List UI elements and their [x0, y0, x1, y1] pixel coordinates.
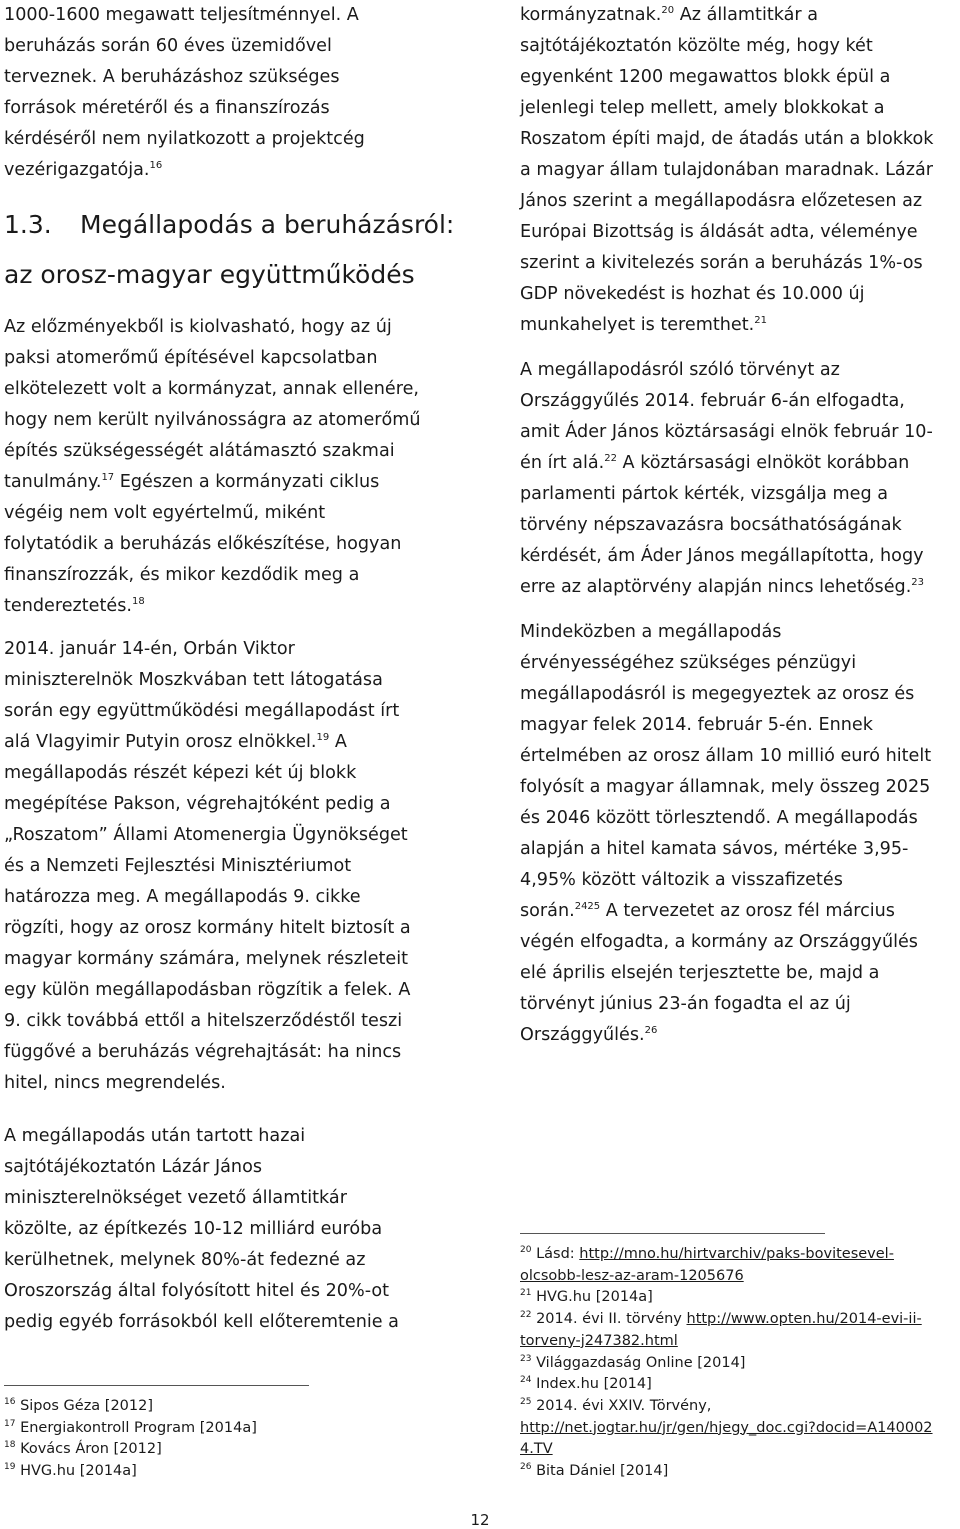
footnote-22-link[interactable]: http://www.opten.hu/2014-evi-ii-: [686, 1311, 922, 1328]
footnotes-right: [520, 1244, 960, 1483]
spacer: [4, 622, 456, 634]
footnote-25: $^{25}$ 2014. évi XXIV. Törvény, http://net.jogtar.hu/jr/gen/hjegy_doc.cgi?docid=A140002 4.TV: [520, 1397, 933, 1458]
footnote-ref-16[interactable]: 16: [149, 160, 163, 172]
intro-paragraph: 1000-1600 megawatt teljesítménnyel. A beruházás során 60 éves üzemidővel terveznek. A beruházáshoz szükséges források méretéről és a finanszírozás kérdéséről nem nyilatkozott a projektcég vezérigazgatója.$^{16}$: [4, 5, 365, 180]
footnote-22: $^{22}$ 2014. évi II. törvény http://www.opten.hu/2014-evi-ii- torveny-j247382.html: [520, 1310, 922, 1349]
footnote-ref-26[interactable]: 26: [644, 1025, 658, 1037]
footnote-ref-22[interactable]: 22: [604, 453, 617, 465]
footnote-ref-19[interactable]: 19: [316, 732, 330, 744]
right-paragraph-3: Mindeközben a megállapodás érvényességéhez szükséges pénzügyi megállapodásról is megegyeztek az orosz és magyar felek 2014. február 5-én. Ennek értelmében az orosz állam 10 millió euró hitelt folyósít a magyar államnak, mely összeg 2025 és 2046 között törlesztendő. A megállapodás alapján a hitel kamata sávos, mértéke 3,95- 4,95% között változik a visszafizetés során.$^{2425}$ A tervezetet az orosz fél március végén elfogadta, a kormány az Országgyűlés elé április elsején terjesztette be, majd a törvényt június 23-án fogadta el az új Országgyűlés.$^{26}$: [520, 622, 932, 1045]
footnote-rule-right: [520, 1233, 825, 1234]
paragraph-3: A megállapodás után tartott hazai sajtótájékoztatón Lázár János miniszterelnökséget vezető államtitkár közölte, az építkezés 10-12 milliárd euróba kerülhetnek, melynek 80%-át fedezné az Oroszország által folyósított hitel és 20%-ot pedig egyéb forrásokból kell előteremtenie a: [4, 1126, 399, 1332]
page-number: 12: [470, 1511, 490, 1529]
footnote-25-link-cont[interactable]: 4.TV: [520, 1441, 553, 1458]
footnote-ref-18[interactable]: 18: [131, 596, 145, 608]
footnote-16: $^{16}$ Sipos Géza [2012]: [4, 1397, 154, 1414]
footnote-ref-17[interactable]: 17: [101, 472, 115, 484]
section-title-line1: Megállapodás a beruházásról:: [80, 210, 455, 239]
footnote-26: $^{26}$ Bita Dániel [2014]: [520, 1462, 669, 1480]
right-column: [520, 0, 958, 1051]
left-column: [4, 0, 456, 1338]
footnote-23: $^{23}$ Világgazdaság Online [2014]: [520, 1353, 746, 1371]
spacer: [4, 1099, 456, 1121]
footnote-22-link-cont[interactable]: torveny-j247382.html: [520, 1332, 678, 1349]
paragraph-2: 2014. január 14-én, Orbán Viktor miniszterelnök Moszkvában tett látogatása során egy együttműködési megállapodást írt alá Vlagyimir Putyin orosz elnökkel.$^{19}$ A megállapodás részét képezi két új blokk megépítése Pakson, végrehajtóként pedig a „Roszatom” Állami Atomenergia Ügynökséget és a Nemzeti Fejlesztési Minisztériumot határozza meg. A megállapodás 9. cikke rögzíti, hogy az orosz kormány hitelt biztosít a magyar kormány számára, melynek részleteit egy külön megállapodásban rögzítik a felek. A 9. cikk továbbá ettől a hitelszerződéstől teszi függővé a beruházás végrehajtását: ha nincs hitel, nincs megrendelés.: [4, 639, 411, 1093]
footnote-20: $^{20}$ Lásd: http://mno.hu/hirtvarchiv/paks-bovitesevel- olcsobb-lesz-az-aram-1205676: [520, 1245, 894, 1284]
footnote-18: $^{18}$ Kovács Áron [2012]: [4, 1440, 162, 1458]
section-title-line2: az orosz-magyar együttműködés: [4, 260, 415, 289]
footnote-ref-23[interactable]: 23: [911, 577, 925, 589]
footnote-rule-left: [4, 1385, 309, 1386]
footnote-ref-20[interactable]: 20: [661, 5, 675, 17]
right-paragraph-2: A megállapodásról szóló törvényt az Országgyűlés 2014. február 6-án elfogadta, amit Áder János köztársasági elnök február 10- én írt alá.$^{22}$ A köztársasági elnököt korábban parlamenti pártok kérték, vizsgálja meg a törvény népszavazásra bocsáthatóságának kérdését, ám Áder János megállapította, hogy erre az alaptörvény alapján nincs lehetőség.$^{23}$: [520, 360, 933, 597]
section-number: 1.3.: [4, 210, 52, 239]
footnote-25-link[interactable]: http://net.jogtar.hu/jr/gen/hjegy_doc.cgi?docid=A140002: [520, 1419, 933, 1436]
footnote-ref-24-25[interactable]: 2425: [574, 901, 601, 913]
footnote-20-link[interactable]: http://mno.hu/hirtvarchiv/paks-bovitesevel-: [579, 1246, 894, 1262]
section-heading: [4, 200, 456, 300]
footnotes-left: [4, 1396, 444, 1483]
footnote-21: $^{21}$ HVG.hu [2014a]: [520, 1288, 653, 1306]
footnote-19: $^{19}$ HVG.hu [2014a]: [4, 1462, 137, 1480]
footnote-ref-21[interactable]: 21: [754, 315, 767, 327]
footnote-17: $^{17}$ Energiakontroll Program [2014a]: [4, 1418, 257, 1436]
footnote-24: $^{24}$ Index.hu [2014]: [520, 1375, 652, 1393]
spacer: [520, 341, 958, 355]
footnote-20-link-cont[interactable]: olcsobb-lesz-az-aram-1205676: [520, 1267, 744, 1284]
right-paragraph-1: kormányzatnak.$^{20}$ Az államtitkár a sajtótájékoztatón közölte még, hogy két egyenként 1200 megawattos blokk épül a jelenlegi telep mellett, amely blokkokat a Roszatom építi majd, de átadás után a blokkok a magyar állam tulajdonában maradnak. Lázár János szerint a megállapodásra előzetesen az Európai Bizottság is áldását adta, véleménye szerint a kivitelezés során a beruházás 1%-os GDP növekedést is hozhat és 10.000 új munkahelyet is teremthet.$^{21}$: [520, 5, 934, 335]
paragraph-1: Az előzményekből is kiolvasható, hogy az új paksi atomerőmű építésével kapcsolatban elkötelezett volt a kormányzat, annak ellenére, hogy nem került nyilvánosságra az atomerőmű építés szükségességét alátámasztó szakmai tanulmány.$^{17}$ Egészen a kormányzati ciklus végéig nem volt egyértelmű, miként folytatódik a beruházás előkészítése, hogyan finanszírozzák, és mikor kezdődik meg a tendereztetés.$^{18}$: [4, 317, 421, 616]
spacer: [520, 603, 958, 617]
